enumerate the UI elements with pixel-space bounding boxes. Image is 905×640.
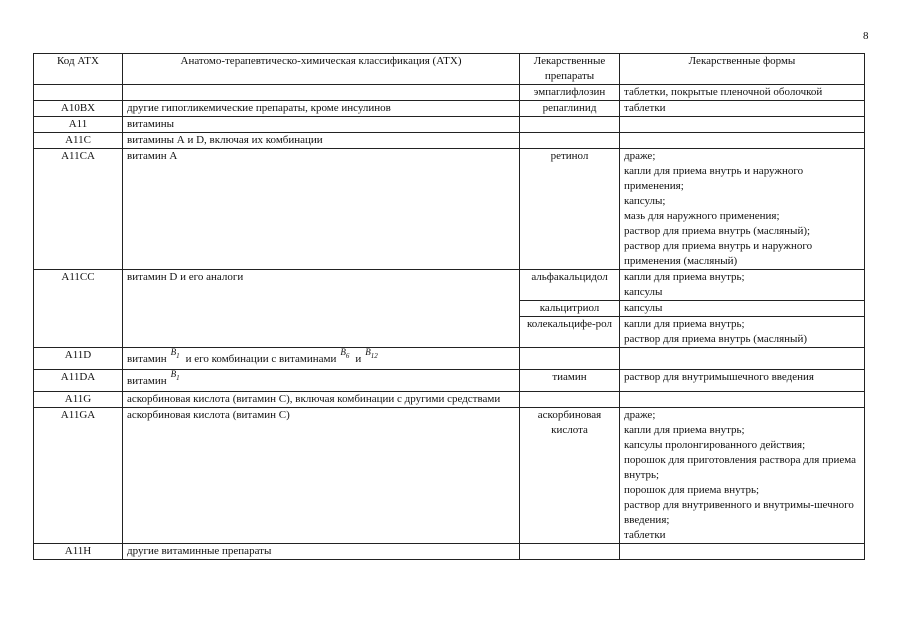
table-row: [34, 544, 865, 560]
drug-forms: [620, 301, 865, 317]
drug-forms: [620, 544, 865, 560]
drug-name: тиамин: [520, 370, 620, 392]
header-code: Код АТХ: [34, 54, 123, 85]
drug-forms: [620, 317, 865, 348]
table-row: [34, 149, 865, 270]
table-row: [34, 117, 865, 133]
table-row: [34, 408, 865, 544]
vitamin-b6-label: [340, 347, 350, 360]
atx-classification: [123, 85, 520, 101]
drug-name: [520, 392, 620, 408]
atx-code: A11G: [34, 392, 123, 408]
form-line: порошок для приготовления раствора для приема внутрь;: [624, 454, 857, 481]
vitamin-index: 12: [370, 352, 378, 360]
classification-text: витамин: [127, 375, 167, 387]
form-line: раствор для приема внутрь (масляный): [624, 333, 807, 345]
vitamin-index: 6: [345, 352, 350, 360]
vitamin-b12-label: [365, 347, 378, 360]
atx-classification: аскорбиновая кислота (витамин С), включая комбинации с другими средствами: [123, 392, 520, 408]
atx-classification: аскорбиновая кислота (витамин С): [123, 408, 520, 544]
drug-name: колекальцифе-рол: [520, 317, 620, 348]
atx-table: [33, 53, 865, 560]
form-line: раствор для внутримышечного введения: [624, 371, 814, 383]
drug-name: кальцитриол: [520, 301, 620, 317]
table-row: [34, 392, 865, 408]
drug-forms: [620, 117, 865, 133]
atx-classification: [123, 370, 520, 392]
atx-code: A11GA: [34, 408, 123, 544]
drug-forms: [620, 149, 865, 270]
vitamin-letter: B: [365, 347, 371, 357]
classification-text: витамин: [127, 353, 167, 365]
form-line: раствор для приема внутрь и наружного применения (масляный): [624, 240, 813, 267]
header-classification: Анатомо-терапевтическо-химическая классификация (АТХ): [123, 54, 520, 85]
atx-code: A11DA: [34, 370, 123, 392]
drug-name: [520, 117, 620, 133]
vitamin-letter: B: [170, 347, 177, 357]
classification-text: и: [355, 353, 362, 365]
form-line: капли для приема внутрь и наружного применения;: [624, 165, 804, 192]
table-row: [34, 101, 865, 117]
atx-classification: другие витаминные препараты: [123, 544, 520, 560]
drug-name: аскорбиновая кислота: [520, 408, 620, 544]
classification-text: и его комбинации с витаминами: [185, 353, 337, 365]
vitamin-index: 1: [176, 374, 180, 382]
table-row: [34, 370, 865, 392]
atx-code: A11H: [34, 544, 123, 560]
atx-code: [34, 85, 123, 101]
header-drugs: Лекарственные препараты: [520, 54, 620, 85]
drug-forms: [620, 392, 865, 408]
form-line: капли для приема внутрь;: [624, 271, 745, 283]
form-line: порошок для приема внутрь;: [624, 484, 760, 496]
atx-classification: витамины А и D, включая их комбинации: [123, 133, 520, 149]
drug-forms: [620, 370, 865, 392]
drug-name: [520, 133, 620, 149]
drug-name: ретинол: [520, 149, 620, 270]
vitamin-letter: B: [170, 369, 177, 379]
form-line: раствор для внутривенного и внутримы-шечного введения;: [624, 499, 854, 526]
drug-forms: [620, 408, 865, 544]
drug-name: альфакальцидол: [520, 270, 620, 301]
drug-forms: [620, 270, 865, 301]
vitamin-index: 1: [176, 352, 180, 360]
header-forms: Лекарственные формы: [620, 54, 865, 85]
atx-classification: витамин D и его аналоги: [123, 270, 520, 348]
drug-forms: [620, 348, 865, 370]
vitamin-b1-label: [170, 347, 180, 360]
atx-classification: витамины: [123, 117, 520, 133]
drug-forms: [620, 101, 865, 117]
form-line: капсулы: [624, 286, 663, 298]
drug-name: [520, 348, 620, 370]
form-line: раствор для приема внутрь (масляный);: [624, 225, 811, 237]
atx-classification: витамин А: [123, 149, 520, 270]
form-line: мазь для наружного применения;: [624, 210, 780, 222]
drug-name: [520, 544, 620, 560]
table-row: [34, 348, 865, 370]
drug-forms: [620, 133, 865, 149]
atx-classification: [123, 348, 520, 370]
atx-classification: другие гипогликемические препараты, кроме инсулинов: [123, 101, 520, 117]
drug-name: эмпаглифлозин: [520, 85, 620, 101]
form-line: таблетки, покрытые пленочной оболочкой: [624, 86, 823, 98]
atx-code: A11C: [34, 133, 123, 149]
form-line: капли для приема внутрь;: [624, 424, 745, 436]
table-header-row: [34, 54, 865, 85]
page-number: 8: [863, 30, 869, 42]
atx-code: A11CA: [34, 149, 123, 270]
form-line: драже;: [624, 150, 656, 162]
table-row: [34, 270, 865, 301]
atx-code: A10BX: [34, 101, 123, 117]
form-line: таблетки: [624, 102, 666, 114]
form-line: драже;: [624, 409, 656, 421]
form-line: таблетки: [624, 529, 666, 541]
vitamin-b1-label: [170, 369, 180, 382]
atx-code: A11CC: [34, 270, 123, 348]
drug-name: репаглинид: [520, 101, 620, 117]
drug-forms: [620, 85, 865, 101]
table-row: [34, 133, 865, 149]
table-row: [34, 85, 865, 101]
vitamin-letter: B: [340, 347, 346, 357]
form-line: капли для приема внутрь;: [624, 318, 745, 330]
atx-code: A11: [34, 117, 123, 133]
form-line: капсулы пролонгированного действия;: [624, 439, 806, 451]
form-line: капсулы;: [624, 195, 666, 207]
form-line: капсулы: [624, 302, 663, 314]
atx-code: A11D: [34, 348, 123, 370]
